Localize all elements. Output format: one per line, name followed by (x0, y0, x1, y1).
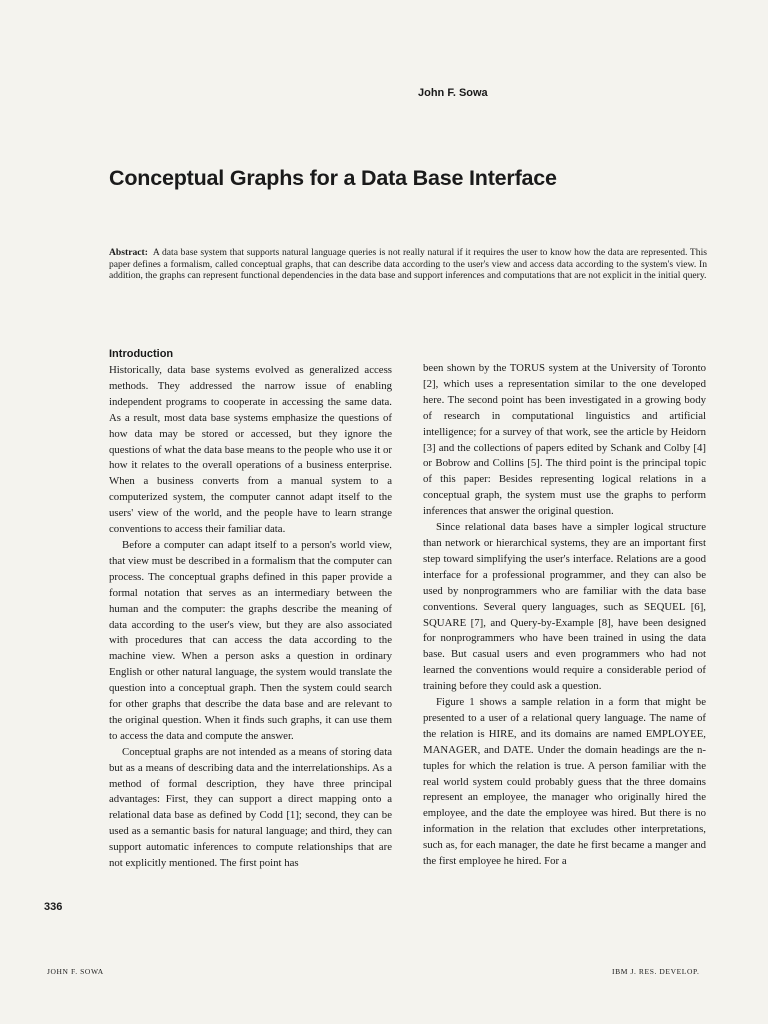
footer-journal: IBM J. RES. DEVELOP. (612, 967, 700, 976)
author-name: John F. Sowa (418, 87, 488, 99)
paragraph: been shown by the TORUS system at the University of Toronto [2], which uses a representation similar to the one developed here. The second point has been investigated in a growing body of research in computational linguistics and artificial intelligence; for a survey of that work, see the article by Heidorn [3] and the collections of papers edited by Schank and Colby [4] or Bobrow and Collins [5]. The third point is the principal topic of this paper: Besides representing logical relations in a conceptual graph, the system must use the graphs to perform inferences that answer the original question. (423, 362, 706, 518)
paragraph: Figure 1 shows a sample relation in a form that might be presented to a user of a relational query language. The name of the relation is HIRE, and its domains are named EMPLOYEE, MANAGER, and DATE. Under the domain headings are the n-tuples for which the relation is true. A person familiar with the real world system could probably guess that the three domains represent an employee, the manager who originally hired the employee, and the date the employee was hired. But there is no information in the relation that excludes other interpretations, such as, for each manager, the date he first became a manger and the first employee he hired. For a (423, 696, 706, 868)
article-title: Conceptual Graphs for a Data Base Interface (109, 166, 557, 190)
body-column-left (109, 347, 392, 872)
body-column-right (423, 361, 706, 870)
footer-author: JOHN F. SOWA (47, 967, 104, 976)
paragraph: Since relational data bases have a simpler logical structure than network or hierarchical systems, they are an important first step toward simplifying the user's interface. Relations are a good interface for a professional programmer, and they can also be used by nonprogrammers who are familiar with the data base conventions. Several query languages, such as SEQUEL [6], SQUARE [7], and Query-by-Example [8], have been designed for nonprogrammers who have been trained in using the data base. But casual users and even programmers who had not learned the conventions would require a considerable period of training before they could ask a question. (423, 521, 706, 693)
section-heading-introduction: Introduction (109, 348, 174, 360)
abstract-label: Abstract: (109, 247, 148, 258)
paragraph: Conceptual graphs are not intended as a means of storing data but as a means of describing data and the interrelationships. As a method of formal description, they have three principal advantages: First, they can support a direct mapping onto a relational data base as defined by Codd [1]; second, they can be used as a semantic basis for natural language; and third, they can support automatic inferences to compute relationships that are not explicitly mentioned. The first point has (109, 745, 392, 870)
paragraph: Historically, data base systems evolved as generalized access methods. They addressed the narrow issue of enabling independent programs to cooperate in accessing the same data. As a result, most data base systems emphasize the questions of how data may be stored or accessed, but they ignore the questions of what the data base means to the people who use it or how it relates to the overall operations of a business enterprise. When a business converts from a manual system to a computerized system, the computer cannot adapt itself to the users' view of the world, and the people have to learn strange conventions to access their familiar data. (109, 364, 392, 536)
page-number: 336 (44, 901, 63, 913)
abstract-text: A data base system that supports natural language queries is not really natural if it requires the user to know how the data are represented. This paper defines a formalism, called conceptual graphs, that can describe data according to the user's view and access data according to the system's view. In addition, the graphs can represent functional dependencies in the data base and support inferences and computations that are not explicit in the initial query. (109, 247, 707, 282)
paragraph: Before a computer can adapt itself to a person's world view, that view must be described in a formalism that the computer can process. The conceptual graphs defined in this paper provide a formal notation that serves as an intermediary between the human and the computer: the graphs describe the meaning of data according to the user's view, but they are also associated with procedures that can access the data according to the machine view. When a person asks a question in ordinary English or other natural language, the system would translate the question into a conceptual graph. Then the system could search for other graphs that describe the data base and are relevant to the original question. When it finds such graphs, it can use them to access the data and compute the answer. (109, 538, 392, 742)
abstract (109, 247, 707, 282)
